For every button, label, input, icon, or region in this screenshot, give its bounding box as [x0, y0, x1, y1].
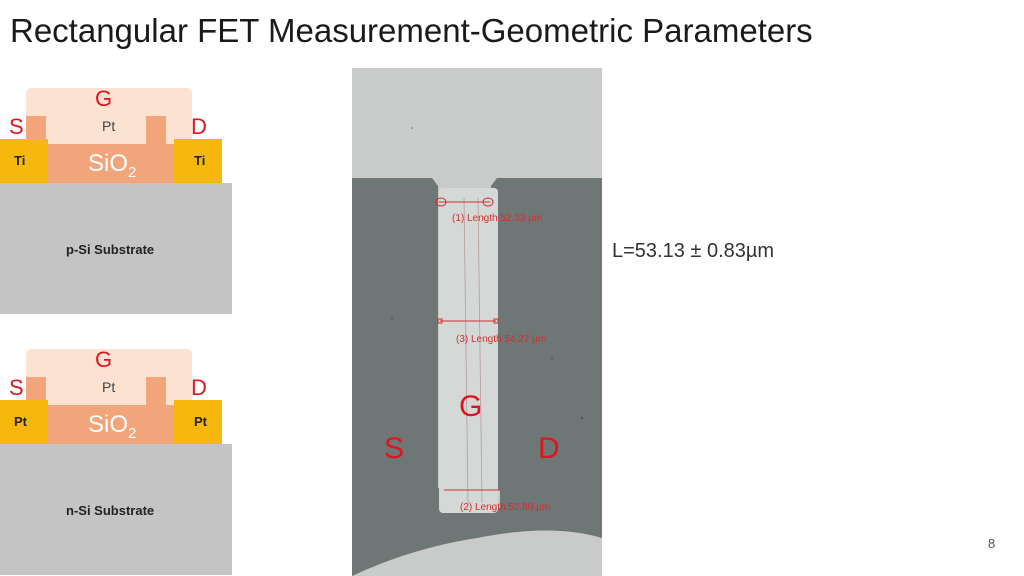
- oxide-label: SiO$_2$: [88, 411, 137, 442]
- drain-contact: Ti: [174, 139, 222, 183]
- cross-section-diagram-n-si: [0, 349, 232, 575]
- substrate-label: p-Si Substrate: [66, 242, 155, 257]
- drain-terminal-label: D: [191, 114, 207, 139]
- substrate-label: n-Si Substrate: [66, 503, 155, 518]
- oxide-label: SiO$_2$: [88, 150, 137, 181]
- gate-metal-label: Pt: [102, 118, 116, 134]
- micrograph-drawing: [352, 68, 602, 576]
- oxide-step-right: [146, 377, 166, 405]
- oxide-step-right: [146, 116, 166, 144]
- micrograph-gate-label: G: [459, 390, 483, 423]
- cross-section-diagram-p-si: [0, 88, 232, 314]
- slide-title: Rectangular FET Measurement-Geometric Parameters: [10, 12, 813, 49]
- measurement-label-3: (3) Length 54.27 µm: [456, 334, 547, 345]
- gate-channel: [439, 188, 498, 513]
- gate-metal-label: Pt: [102, 379, 116, 395]
- source-contact: Pt: [0, 400, 48, 444]
- micrograph-source-label: S: [384, 432, 405, 465]
- drain-terminal-label: D: [191, 375, 207, 400]
- micrograph-drain-label: D: [538, 432, 560, 465]
- gate-terminal-label: G: [95, 88, 113, 111]
- fet-micrograph: [352, 68, 602, 576]
- page-number: 8: [988, 536, 996, 551]
- drain-pad-top: [491, 178, 602, 200]
- measurement-label-1: (1) Length 52.33 µm: [452, 213, 543, 224]
- source-contact: Ti: [0, 139, 48, 183]
- source-pad-top: [352, 178, 438, 200]
- gate-terminal-label: G: [95, 349, 113, 372]
- source-terminal-label: S: [9, 114, 24, 139]
- measurement-label-2: (2) Length 52.80 µm: [460, 502, 551, 513]
- source-terminal-label: S: [9, 375, 24, 400]
- drain-contact: Pt: [174, 400, 222, 444]
- length-result: L=53.13 ± 0.83µm: [612, 240, 775, 262]
